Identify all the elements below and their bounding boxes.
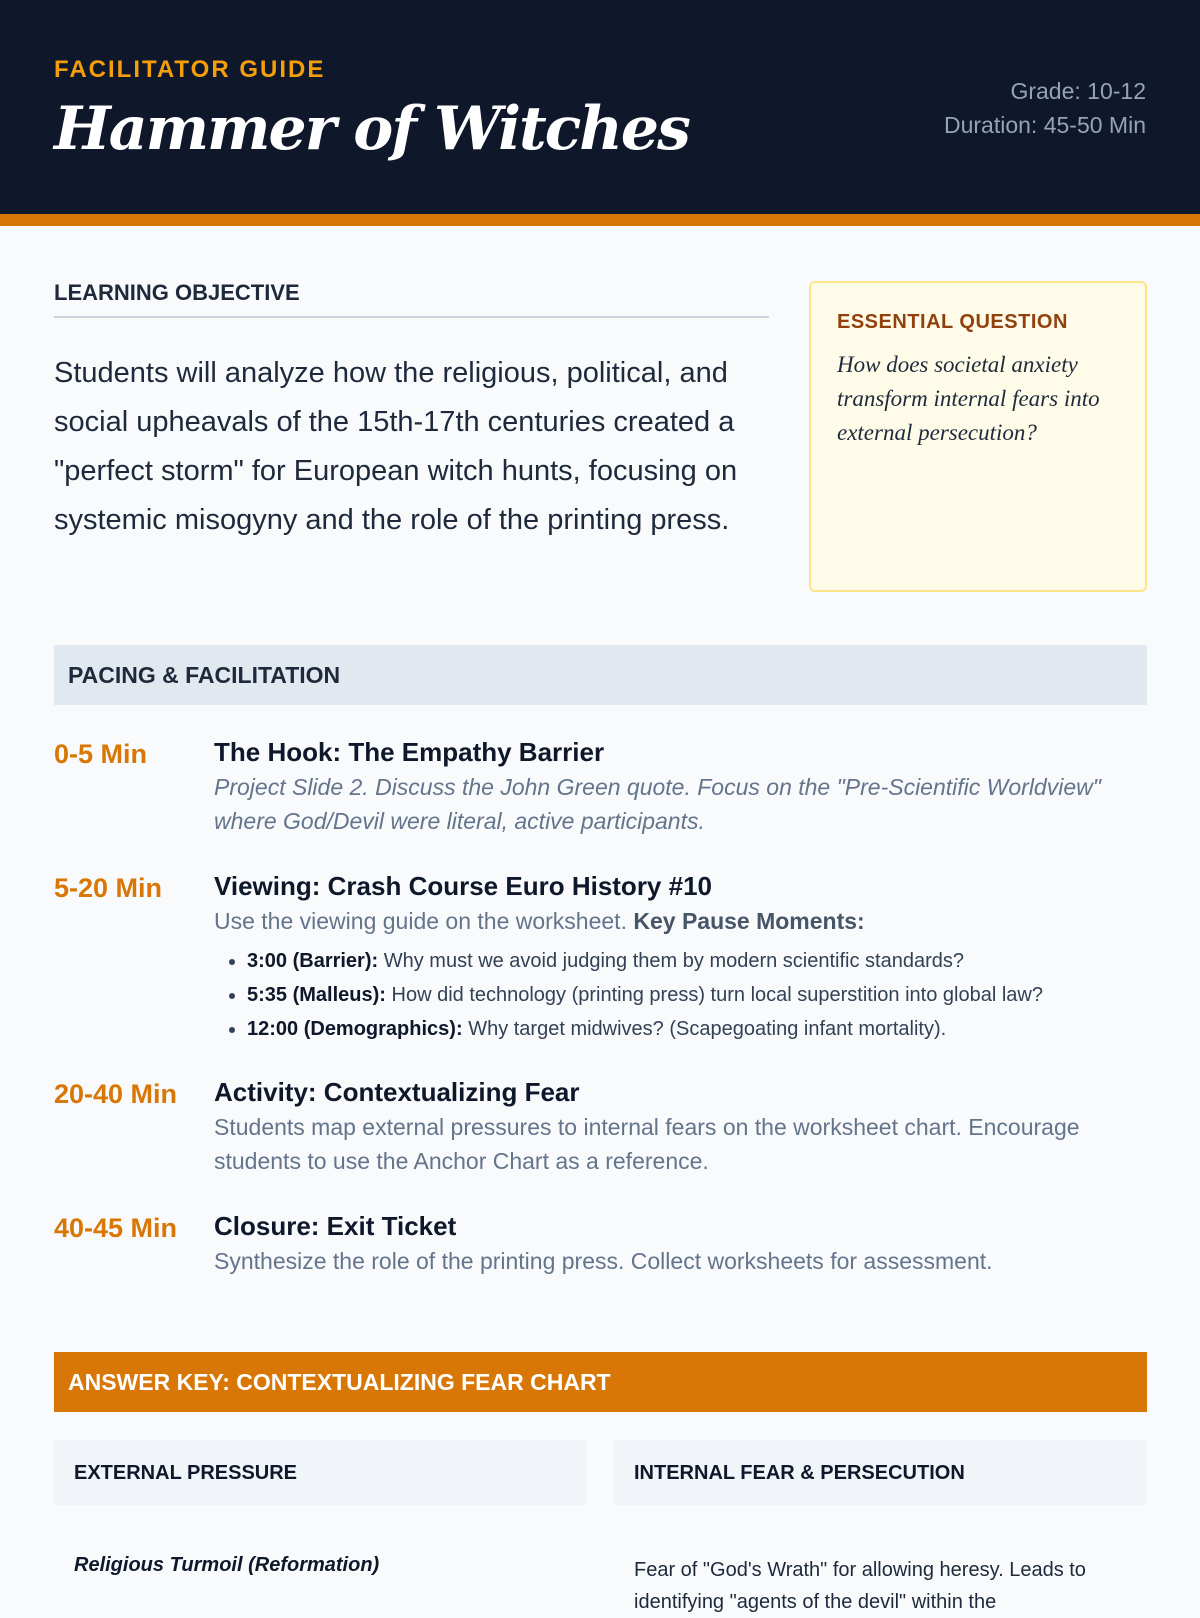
- pause-moments-list: [214, 944, 1147, 1046]
- pacing-body: [214, 868, 1147, 1046]
- column-header-internal-fear: INTERNAL FEAR & PERSECUTION: [614, 1440, 1147, 1505]
- pacing-title: Closure: Exit Ticket: [214, 1211, 457, 1241]
- pacing-time: 40-45 Min: [54, 1213, 178, 1243]
- pacing-time: 5-20 Min: [54, 873, 163, 903]
- pacing-description: Project Slide 2. Discuss the John Green quote. Focus on the "Pre-Scientific Worldview" where God/Devil were literal, active participants.: [214, 774, 1101, 834]
- pacing-description: [214, 904, 1147, 938]
- external-pressure-cell: Religious Turmoil (Reformation): [74, 1554, 380, 1576]
- pacing-description-text: Use the viewing guide on the worksheet.: [214, 908, 627, 934]
- list-item: [247, 944, 1147, 978]
- grade-label: Grade: 10-12: [1010, 78, 1146, 104]
- learning-objective-text: Students will analyze how the religious, political, and social upheavals of the 15th-17th centuries created a "perfect storm" for European witch hunts, focusing on systemic misogyny and the role of the printing press.: [54, 357, 738, 536]
- pause-moment-time: 3:00 (Barrier):: [247, 950, 379, 972]
- pause-moment-question: Why must we avoid judging them by modern scientific standards?: [383, 950, 965, 972]
- pause-moment-time: 12:00 (Demographics):: [247, 1018, 463, 1040]
- lesson-meta: [944, 74, 1146, 142]
- column-header-external-pressure: EXTERNAL PRESSURE: [54, 1440, 587, 1505]
- essential-question-box: [809, 281, 1147, 592]
- essential-question-label: ESSENTIAL QUESTION: [837, 311, 1068, 333]
- pacing-title: Activity: Contextualizing Fear: [214, 1077, 580, 1107]
- pause-moment-question: Why target midwives? (Scapegoating infant mortality).: [468, 1018, 947, 1040]
- key-pause-label: Key Pause Moments:: [633, 908, 865, 934]
- internal-fear-cell: Fear of "God's Wrath" for allowing heresy. Leads to identifying "agents of the devil" within the: [634, 1559, 1086, 1613]
- list-item: [247, 1012, 1147, 1046]
- list-item: [247, 978, 1147, 1012]
- pacing-section-heading: PACING & FACILITATION: [54, 645, 1147, 705]
- pause-moment-time: 5:35 (Malleus):: [247, 984, 386, 1006]
- pacing-body: [214, 1074, 1147, 1178]
- pacing-title: Viewing: Crash Course Euro History #10: [214, 871, 712, 901]
- page-title: Hammer of Witches: [54, 94, 689, 164]
- duration-label: Duration: 45-50 Min: [944, 112, 1146, 138]
- essential-question-text: How does societal anxiety transform internal fears into external persecution?: [837, 352, 1100, 445]
- pacing-time: 0-5 Min: [54, 739, 148, 769]
- pause-moment-question: How did technology (printing press) turn local superstition into global law?: [391, 984, 1043, 1006]
- learning-objective-heading: LEARNING OBJECTIVE: [54, 280, 769, 318]
- guide-eyebrow: FACILITATOR GUIDE: [54, 56, 326, 83]
- pacing-description: Synthesize the role of the printing press. Collect worksheets for assessment.: [214, 1248, 993, 1274]
- answer-key-heading: ANSWER KEY: CONTEXTUALIZING FEAR CHART: [54, 1352, 1147, 1412]
- pacing-title: The Hook: The Empathy Barrier: [214, 737, 605, 767]
- pacing-description: Students map external pressures to internal fears on the worksheet chart. Encourage students to use the Anchor Chart as a reference.: [214, 1114, 1080, 1174]
- pacing-body: [214, 1208, 1147, 1278]
- pacing-body: [214, 734, 1147, 838]
- header-accent-stripe: [0, 214, 1200, 226]
- pacing-time: 20-40 Min: [54, 1079, 178, 1109]
